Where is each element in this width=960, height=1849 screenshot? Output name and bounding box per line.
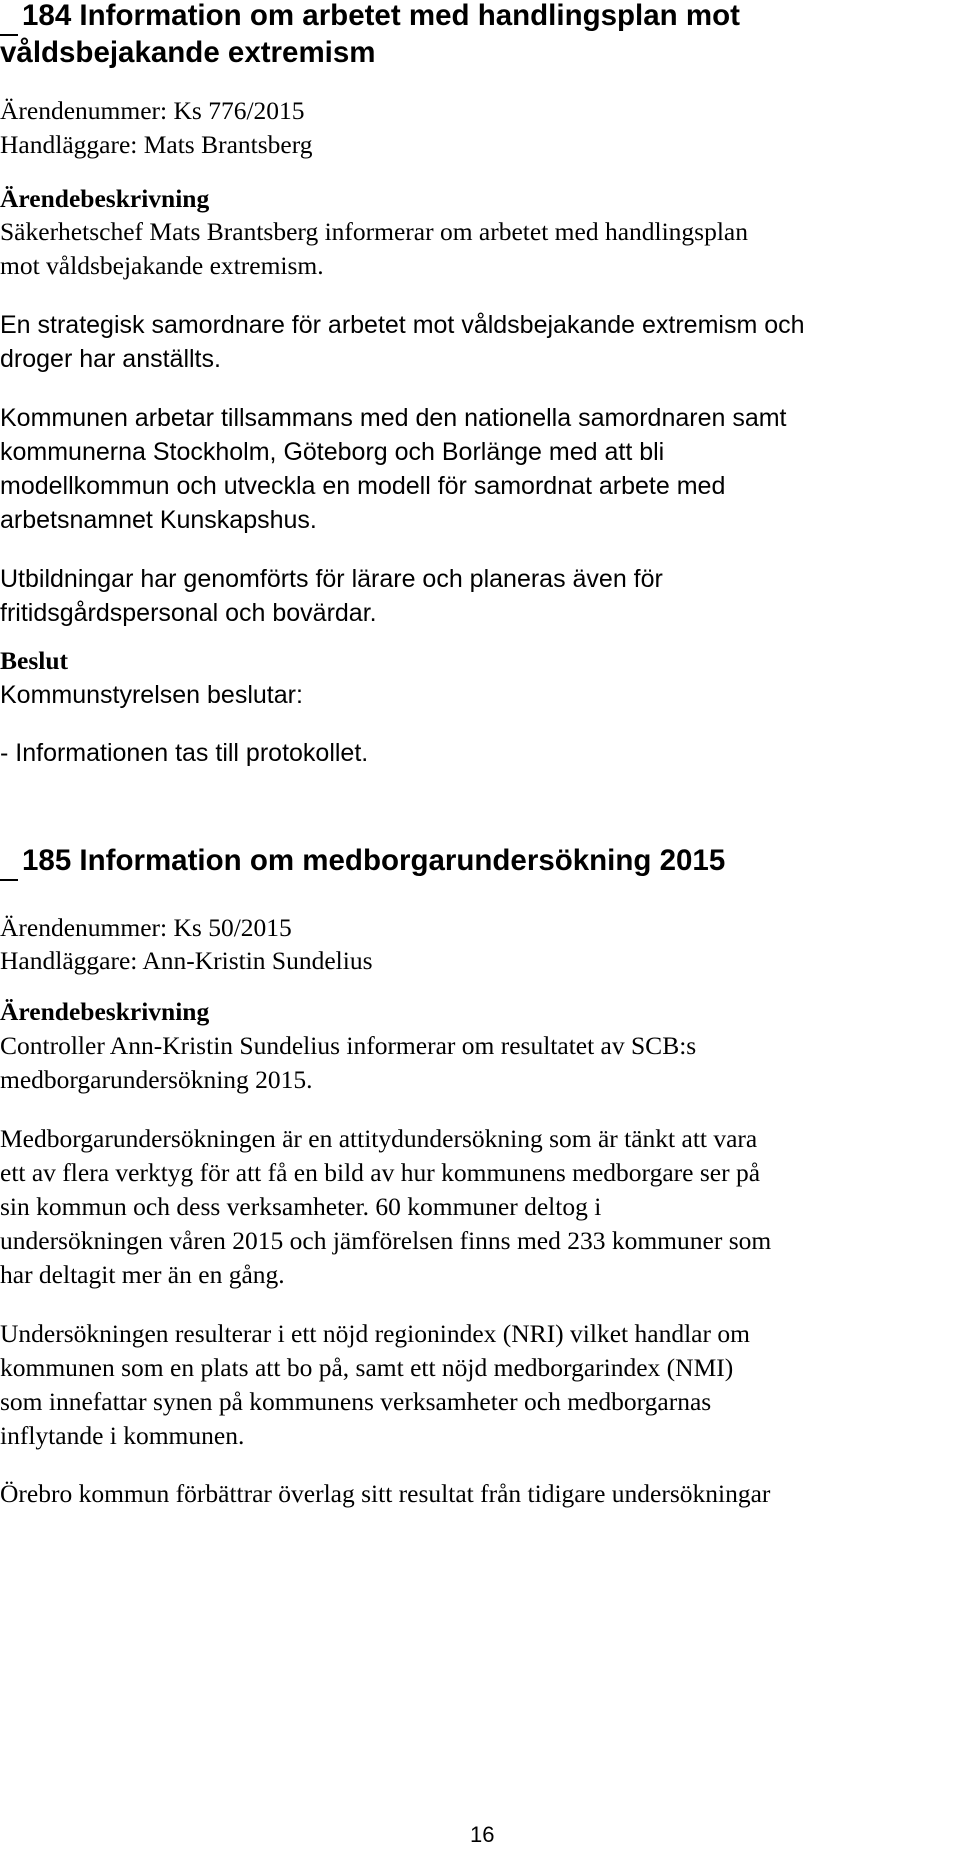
heading-underscore bbox=[0, 849, 18, 881]
paragraph-line: Kommunen arbetar tillsammans med den nationella samordnaren samt bbox=[0, 404, 787, 432]
heading-185-text: 185 Information om medborgarundersökning 2015 bbox=[22, 844, 726, 877]
paragraph-line: En strategisk samordnare för arbetet mot våldsbejakande extremism och bbox=[0, 311, 805, 339]
decision-title: Beslut bbox=[0, 646, 69, 675]
paragraph-line: ett av flera verktyg för att få en bild av hur kommunens medborgare ser på bbox=[0, 1158, 761, 1187]
case-number: Ärendenummer: Ks 50/2015 bbox=[0, 913, 292, 942]
paragraph-line: Utbildningar har genomförts för lärare och planeras även för bbox=[0, 565, 663, 593]
description-line: Säkerhetschef Mats Brantsberg informerar om arbetet med handlingsplan bbox=[0, 217, 749, 246]
paragraph-line: modellkommun och utveckla en modell för samordnat arbete med bbox=[0, 472, 726, 500]
paragraph-line: som innefattar synen på kommunens verksamheter och medborgarnas bbox=[0, 1387, 712, 1416]
heading-184-line2: våldsbejakande extremism bbox=[0, 36, 376, 69]
heading-185 bbox=[0, 841, 725, 881]
description-line: Controller Ann-Kristin Sundelius informerar om resultatet av SCB:s bbox=[0, 1031, 697, 1060]
decision-item: - Informationen tas till protokollet. bbox=[0, 739, 369, 767]
handler: Handläggare: Mats Brantsberg bbox=[0, 130, 313, 159]
heading-184 bbox=[0, 0, 740, 36]
paragraph-line: fritidsgårdspersonal och bovärdar. bbox=[0, 599, 377, 627]
paragraph-line: Undersökningen resulterar i ett nöjd regionindex (NRI) vilket handlar om bbox=[0, 1319, 750, 1348]
case-number: Ärendenummer: Ks 776/2015 bbox=[0, 96, 305, 125]
handler: Handläggare: Ann-Kristin Sundelius bbox=[0, 946, 373, 975]
description-line: mot våldsbejakande extremism. bbox=[0, 251, 324, 280]
paragraph-line: kommunerna Stockholm, Göteborg och Borlänge med att bli bbox=[0, 438, 665, 466]
paragraph-line: droger har anställts. bbox=[0, 345, 221, 373]
description-title: Ärendebeskrivning bbox=[0, 184, 210, 213]
paragraph-line: Medborgarundersökningen är en attitydundersökning som är tänkt att vara bbox=[0, 1124, 758, 1153]
paragraph-line: arbetsnamnet Kunskapshus. bbox=[0, 506, 317, 534]
paragraph-line: kommunen som en plats att bo på, samt ett nöjd medborgarindex (NMI) bbox=[0, 1353, 734, 1382]
heading-184-line1: 184 Information om arbetet med handlingsplan mot bbox=[22, 0, 740, 32]
description-title: Ärendebeskrivning bbox=[0, 997, 210, 1026]
paragraph-line: undersökningen våren 2015 och jämförelsen finns med 233 kommuner som bbox=[0, 1226, 772, 1255]
heading-underscore bbox=[0, 4, 18, 36]
description-line: medborgarundersökning 2015. bbox=[0, 1065, 313, 1094]
page-number: 16 bbox=[470, 1822, 495, 1847]
paragraph-line: inflytande i kommunen. bbox=[0, 1421, 245, 1450]
decision-intro: Kommunstyrelsen beslutar: bbox=[0, 681, 303, 709]
paragraph-line: sin kommun och dess verksamheter. 60 kommuner deltog i bbox=[0, 1192, 602, 1221]
paragraph-line: har deltagit mer än en gång. bbox=[0, 1260, 285, 1289]
paragraph-line: Örebro kommun förbättrar överlag sitt resultat från tidigare undersökningar bbox=[0, 1479, 771, 1508]
